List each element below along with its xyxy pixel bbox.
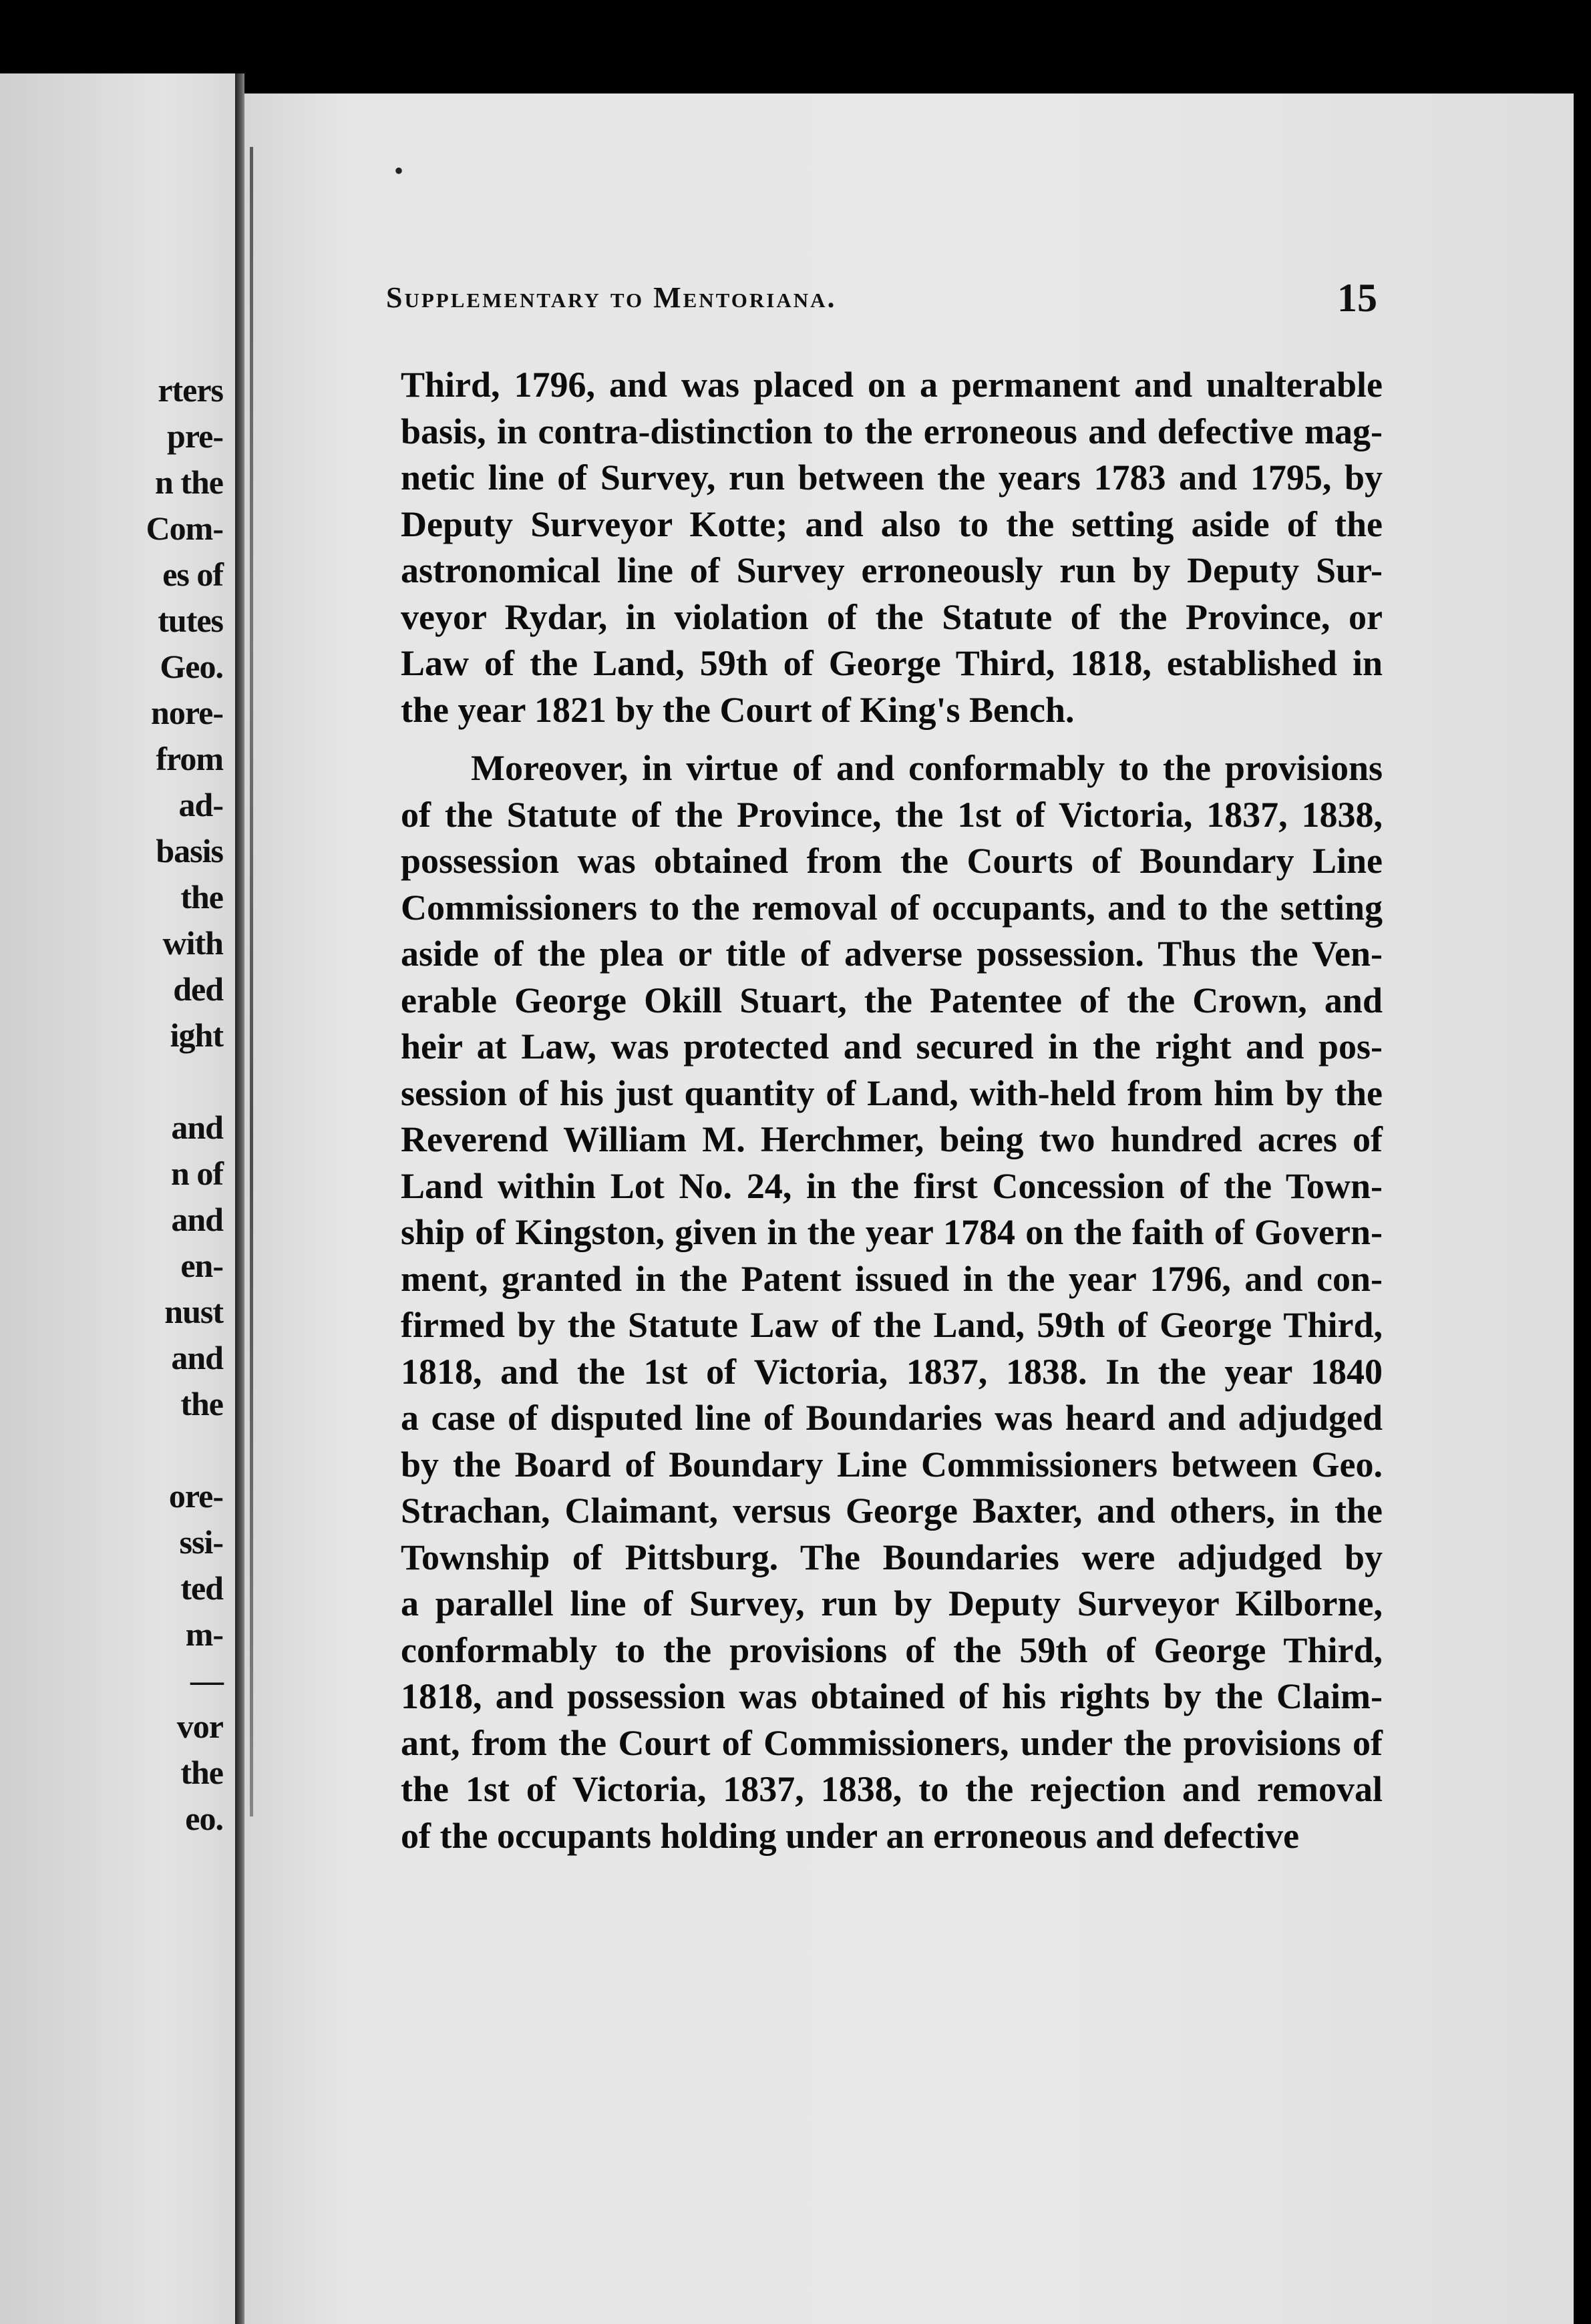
paragraph-2-line: heir at Law, was protected and secured in the right and pos-: [401, 1026, 1383, 1067]
paragraph-2-line: a parallel line of Survey, run by Deputy Surveyor Kilborne,: [401, 1583, 1383, 1623]
paragraph-2-line: firmed by the Statute Law of the Land, 59th of George Third,: [401, 1305, 1383, 1345]
paragraph-2-line: possession was obtained from the Courts of Boundary Line: [401, 841, 1383, 881]
paragraph-2-line: conformably to the provisions of the 59th of George Third,: [401, 1629, 1383, 1670]
paragraph-2-line: of the Statute of the Province, the 1st of Victoria, 1837, 1838,: [401, 794, 1383, 835]
left-page-fragment: rters: [158, 371, 223, 409]
paragraph-2-line: Land within Lot No. 24, in the first Concession of the Town-: [401, 1165, 1383, 1206]
left-page-fragment: and: [171, 1201, 223, 1238]
paragraph-1-line: Deputy Surveyor Kotte; and also to the setting aside of the: [401, 504, 1383, 544]
paragraph-2-line: 1818, and the 1st of Victoria, 1837, 1838. In the year 1840: [401, 1351, 1383, 1392]
paragraph-2-line: Strachan, Claimant, versus George Baxter, and others, in the: [401, 1491, 1383, 1531]
left-page-fragment: ad-: [178, 786, 223, 823]
left-page-fragment: [146, 1058, 223, 1105]
running-head: Supplementary to Mentoriana.: [386, 281, 837, 314]
paragraph-2-line: erable George Okill Stuart, the Patentee of the Crown, and: [401, 980, 1383, 1020]
paragraph-2-line: by the Board of Boundary Line Commissioners between Geo.: [401, 1444, 1383, 1485]
left-page-fragment: en-: [180, 1247, 223, 1284]
paragraph-2-line: ship of Kingston, given in the year 1784 on the faith of Govern-: [401, 1212, 1383, 1252]
paragraph-2-line: ment, granted in the Patent issued in the year 1796, and con-: [401, 1258, 1383, 1299]
paragraph-1-line: Law of the Land, 59th of George Third, 1818, established in: [401, 643, 1383, 683]
left-page-fragment: —: [190, 1662, 223, 1699]
left-page-fragment: with: [162, 924, 223, 962]
page-number: 15: [1337, 276, 1377, 320]
left-page-fragment: es of: [162, 556, 223, 593]
left-page-fragment: n of: [171, 1155, 223, 1192]
paragraph-2-line: Commissioners to the removal of occupants, and to the setting: [401, 887, 1383, 928]
left-page-fragment: ded: [173, 970, 223, 1008]
page-edge-shadow: [250, 147, 253, 1816]
printer-mark: •: [394, 156, 404, 186]
book-gutter: [235, 73, 244, 2324]
paragraph-2-line: Township of Pittsburg. The Boundaries were adjudged by: [401, 1537, 1383, 1577]
paragraph-1-line: veyor Rydar, in violation of the Statute of the Province, or: [401, 596, 1383, 637]
left-page-fragment: the: [180, 878, 223, 916]
body-text: [401, 362, 1383, 1859]
paragraph-2-line: aside of the plea or title of adverse possession. Thus the Ven-: [401, 934, 1383, 974]
left-page-fragment: from: [156, 740, 223, 777]
paragraph-2-line: session of his just quantity of Land, with-held from him by the: [401, 1073, 1383, 1113]
left-page-text-fragments: [146, 367, 223, 1842]
left-page-fragment: ssi-: [179, 1523, 223, 1561]
paragraph-1-line: Third, 1796, and was placed on a permanent and unalterable: [401, 365, 1383, 405]
left-page-fragment: ight: [170, 1016, 223, 1054]
paragraph-2-line: a case of disputed line of Boundaries was heard and adjudged: [401, 1398, 1383, 1438]
left-page-fragment: m-: [185, 1615, 223, 1653]
left-page-fragment: Geo.: [160, 648, 223, 685]
left-page-fragment: eo.: [185, 1800, 223, 1837]
left-page-fragment: vor: [176, 1708, 223, 1745]
paragraph-2-line: 1818, and possession was obtained of his rights by the Claim-: [401, 1676, 1383, 1716]
left-page-fragment: the: [180, 1754, 223, 1791]
left-page-fragment: basis: [156, 832, 223, 869]
left-page: [0, 73, 235, 2324]
left-page-fragment: and: [171, 1109, 223, 1146]
left-page-fragment: the: [180, 1385, 223, 1422]
left-page-fragment: n the: [155, 463, 223, 501]
paragraph-1-line: astronomical line of Survey erroneously run by Deputy Sur-: [401, 550, 1383, 590]
left-page-fragment: pre-: [167, 417, 223, 455]
left-page-fragment: [146, 1427, 223, 1473]
left-page-fragment: ted: [180, 1569, 223, 1607]
paragraph-2-line: Moreover, in virtue of and conformably to the provisions: [471, 748, 1383, 788]
left-page-fragment: nust: [164, 1293, 223, 1330]
paragraph-1-line: netic line of Survey, run between the years 1783 and 1795, by: [401, 457, 1383, 498]
paragraph-2-line: Reverend William M. Herchmer, being two hundred acres of: [401, 1119, 1383, 1159]
paragraph-2-line: ant, from the Court of Commissioners, under the provisions of: [401, 1722, 1383, 1763]
paragraph-1-line: basis, in contra-distinction to the erroneous and defective mag-: [401, 411, 1383, 451]
paragraph-2-line: the 1st of Victoria, 1837, 1838, to the rejection and removal: [401, 1769, 1383, 1809]
paragraph-1-line: the year 1821 by the Court of King's Bench.: [401, 689, 1075, 730]
left-page-fragment: tutes: [158, 602, 223, 639]
paragraph-2-line: of the occupants holding under an erroneous and defective: [401, 1815, 1300, 1856]
left-page-fragment: nore-: [151, 694, 223, 731]
left-page-fragment: and: [171, 1339, 223, 1376]
left-page-fragment: Com-: [146, 510, 223, 547]
left-page-fragment: ore-: [168, 1477, 223, 1515]
